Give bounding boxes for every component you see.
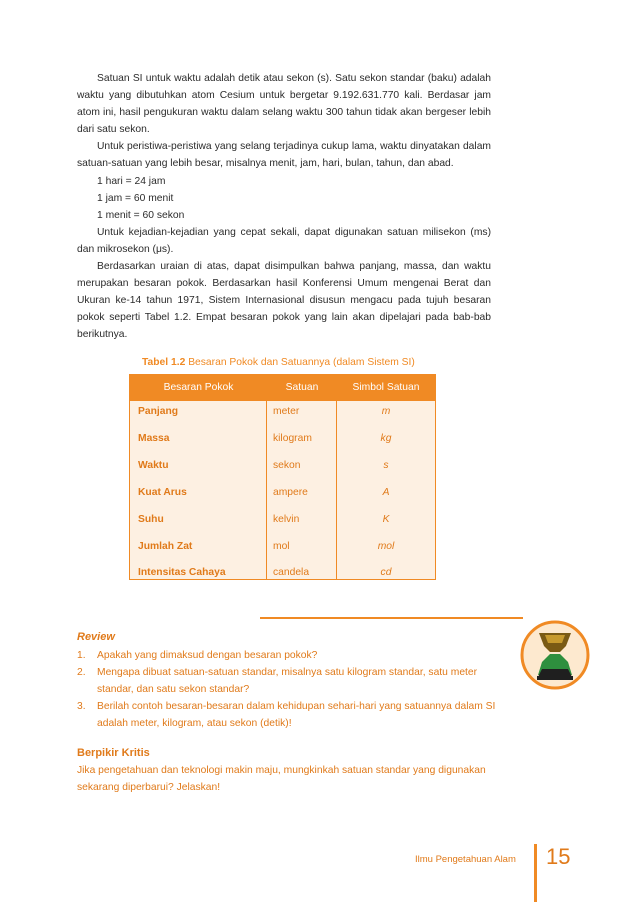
berpikir-kritis-text: Jika pengetahuan dan teknologi makin maju, mungkinkah satuan standar yang digunakan sekarang diperbarui? Jelaskan! — [77, 765, 486, 794]
paragraph-kesimpulan: Berdasarkan uraian di atas, dapat disimpulkan bahwa panjang, massa, dan waktu merupakan besaran pokok. Berdasarkan hasil Konferensi Umum mengenai Berat dan Ukuran ke-14 tahun 1971, Sistem Internasional disusun mengacu pada tujuh besaran pokok seperti Tabel 1.2. Empat besaran pokok yang lain akan dipelajari pada bab-bab berikutnya. — [77, 261, 491, 341]
cell-satuan: kilogram — [273, 433, 312, 444]
cell-besaran: Waktu — [138, 460, 169, 471]
page-number: 15 — [546, 844, 571, 869]
paragraph-satuan-besar: Untuk peristiwa-peristiwa yang selang terjadinya cukup lama, waktu dinyatakan dalam satuan-satuan yang lebih besar, misalnya menit, jam, hari, bulan, tahun, dan abad. — [77, 141, 491, 170]
list-item — [77, 698, 497, 732]
review-item-number: 1. — [77, 650, 86, 661]
table-header — [130, 375, 435, 401]
cell-besaran: Massa — [138, 433, 170, 444]
besaran-pokok-table — [129, 374, 436, 580]
table-caption — [142, 357, 415, 368]
header-satuan: Satuan — [285, 382, 319, 393]
cell-simbol: cd — [380, 567, 392, 578]
review-title: Review — [77, 631, 115, 643]
cell-satuan: kelvin — [273, 514, 300, 525]
equation-hari: 1 hari = 24 jam — [97, 175, 166, 187]
header-besaran-pokok: Besaran Pokok — [163, 382, 234, 393]
review-item-text: Berilah contoh besaran-besaran dalam kehidupan sehari-hari yang satuannya dalam SI adalah meter, kilogram, atau sekon (detik)! — [97, 701, 496, 730]
cell-besaran: Jumlah Zat — [138, 541, 193, 552]
cell-satuan: meter — [273, 406, 300, 417]
paragraph-milisekon: Untuk kejadian-kejadian yang cepat sekali, dapat digunakan satuan milisekon (ms) dan mikrosekon (μs). — [77, 226, 491, 255]
cell-satuan: candela — [273, 567, 310, 578]
cell-besaran: Suhu — [138, 514, 164, 525]
list-item — [77, 647, 497, 664]
review-item-number: 2. — [77, 667, 86, 679]
section-divider — [260, 617, 523, 619]
cell-simbol: K — [382, 514, 390, 525]
review-item-number: 3. — [77, 701, 86, 713]
review-list — [77, 647, 497, 732]
cell-besaran: Kuat Arus — [138, 487, 187, 498]
cell-simbol: m — [381, 406, 391, 417]
hourglass-emblem-icon — [519, 619, 591, 691]
body-text — [77, 70, 491, 344]
footer-book-title: Ilmu Pengetahuan Alam — [415, 854, 516, 865]
equation-menit: 1 menit = 60 sekon — [97, 209, 185, 221]
review-item-text: Mengapa dibuat satuan-satuan standar, misalnya satu kilogram standar, satu meter standar, dan satu sekon standar? — [97, 667, 478, 696]
cell-satuan: mol — [273, 541, 290, 552]
paragraph-satuan-waktu: Satuan SI untuk waktu adalah detik atau sekon (s). Satu sekon standar (baku) adalah waktu yang dibutuhkan atom Cesium untuk bergetar 9.192.631.770 kali. Berdasar jam atom ini, hasil pengukuran waktu dalam selang waktu 300 tahun tidak akan bergeser lebih dari satu sekon. — [77, 73, 491, 136]
cell-simbol: A — [382, 487, 390, 498]
berpikir-kritis-title: Berpikir Kritis — [77, 747, 150, 759]
cell-simbol: s — [383, 460, 389, 471]
table-caption-label: Tabel 1.2 — [142, 357, 186, 368]
review-item-text: Apakah yang dimaksud dengan besaran pokok? — [97, 650, 318, 661]
footer-divider — [534, 844, 537, 902]
cell-besaran: Panjang — [138, 406, 179, 417]
header-simbol-satuan: Simbol Satuan — [352, 382, 420, 393]
cell-besaran: Intensitas Cahaya — [138, 567, 226, 578]
cell-simbol: kg — [380, 433, 392, 444]
cell-satuan: sekon — [273, 460, 301, 471]
table-caption-text: Besaran Pokok dan Satuannya (dalam Sistem SI) — [188, 357, 415, 368]
equation-jam: 1 jam = 60 menit — [97, 192, 174, 204]
cell-simbol: mol — [377, 541, 395, 552]
list-item — [77, 664, 497, 698]
cell-satuan: ampere — [273, 487, 308, 498]
column-divider — [266, 375, 267, 579]
